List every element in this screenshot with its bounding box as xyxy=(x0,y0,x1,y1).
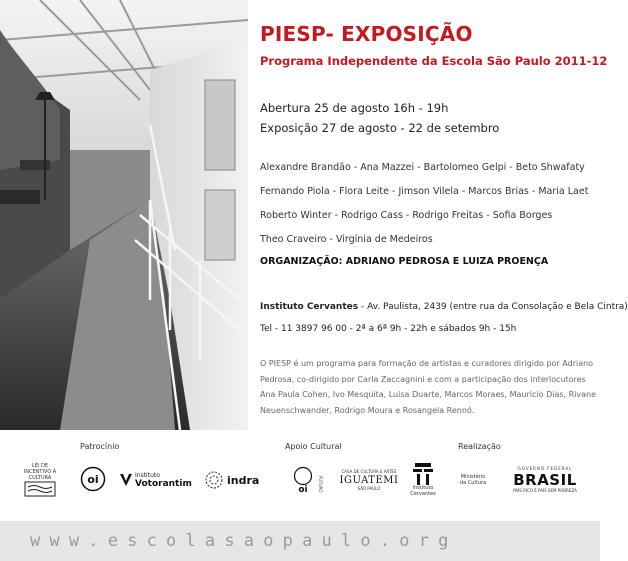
brasil-top-text: GOVERNO FEDERAL xyxy=(517,466,573,471)
futuro-text: FUTURO xyxy=(318,476,323,493)
artist-line: Fernando Piola - Flora Leite - Jimson Vilela - Marcos Brias - Maria Laet xyxy=(260,186,589,197)
waves-icon xyxy=(24,481,56,497)
cervantes-text: Instituto Cervantes xyxy=(410,485,436,497)
ministerio-logo xyxy=(458,472,488,488)
lei-incentivo-logo xyxy=(20,460,60,500)
lei-incentivo-text: LEI DE INCENTIVO À CULTURA xyxy=(23,463,57,481)
venue-name: Instituto Cervantes xyxy=(260,302,359,312)
votorantim-v-icon xyxy=(120,474,132,486)
venue-address: - Av. Paulista, 2439 (entre rua da Consolação e Bela Cintra) xyxy=(358,302,628,312)
exhibition-title: PIESP- EXPOSIÇÃO xyxy=(260,22,473,46)
sponsor-strip xyxy=(0,430,600,520)
artist-line: Roberto Winter - Rodrigo Cass - Rodrigo Freitas - Sofia Borges xyxy=(260,210,553,221)
oi-futuro-logo xyxy=(285,462,321,498)
votorantim-text: Votorantim xyxy=(135,479,192,489)
instituto-label: Instituto xyxy=(135,472,160,479)
indra-sphere-icon xyxy=(205,471,223,489)
venue-address-line xyxy=(260,296,628,318)
iguatemi-text: IGUATEMI xyxy=(339,474,399,486)
oi-futuro-oi-text: oi xyxy=(298,484,308,495)
votorantim-logo xyxy=(120,470,192,490)
iguatemi-top-text: CASA DE CULTURA E ARTES xyxy=(341,468,397,474)
oi-text: oi xyxy=(87,472,99,486)
exhibition-photo xyxy=(0,0,248,430)
website-url[interactable]: www.escolasaopaulo.org xyxy=(30,531,458,551)
brasil-text: BRASIL xyxy=(513,471,577,489)
opening-line: Abertura 25 de agosto 16h - 19h xyxy=(260,101,449,115)
exhibition-dates xyxy=(260,98,499,138)
indra-logo xyxy=(205,468,265,492)
realizacao-label: Realização xyxy=(458,442,501,451)
iguatemi-logo xyxy=(338,466,400,494)
footer-band xyxy=(0,521,600,561)
brasil-sub-text: PAÍS RICO É PAÍS SEM POBREZA xyxy=(513,488,577,493)
program-description: O PIESP é um programa para formação de artistas e curadores dirigido por Adriano Pedrosa, co-dirigido por Carla Zaccagnini e com a participação dos interlocutores Ana Paula Cohen, Ivo Mesquita, Luisa Duarte, Marcos Moraes, Mauricio Dias, Rivane Neuenschwander, Rodrigo Moura e Rosangela Rennó. xyxy=(260,359,597,415)
oi-futuro-ring-icon xyxy=(293,466,313,486)
venue-info xyxy=(260,296,628,340)
ministerio-text: Ministério da Cultura xyxy=(459,474,487,486)
patrocinio-label: Patrocínio xyxy=(80,442,120,451)
artist-list xyxy=(260,156,588,252)
venue-contact: Tel - 11 3897 96 00 - 2ª a 6ª 9h - 22h e sábados 9h - 15h xyxy=(260,324,517,334)
exhibition-subtitle: Programa Independente da Escola São Paulo 2011-12 xyxy=(260,54,608,68)
oi-logo xyxy=(80,466,106,492)
cervantes-emblem-icon xyxy=(413,463,433,485)
apoio-cultural-label: Apoio Cultural xyxy=(285,442,342,451)
exhibition-period-line: Exposição 27 de agosto - 22 de setembro xyxy=(260,121,500,135)
artist-line: Alexandre Brandão - Ana Mazzei - Bartolomeo Gelpi - Beto Shwafaty xyxy=(260,162,585,173)
organization-credit: ORGANIZAÇÃO: ADRIANO PEDROSA E LUIZA PROENÇA xyxy=(260,256,549,267)
artist-line: Theo Craveiro - Virgínia de Medeiros xyxy=(260,234,433,245)
cervantes-logo xyxy=(408,460,438,500)
indra-text: indra xyxy=(227,473,260,487)
iguatemi-sub-text: SÃO PAULO xyxy=(357,485,381,491)
brasil-logo xyxy=(502,464,588,496)
exhibition-info xyxy=(260,0,628,430)
